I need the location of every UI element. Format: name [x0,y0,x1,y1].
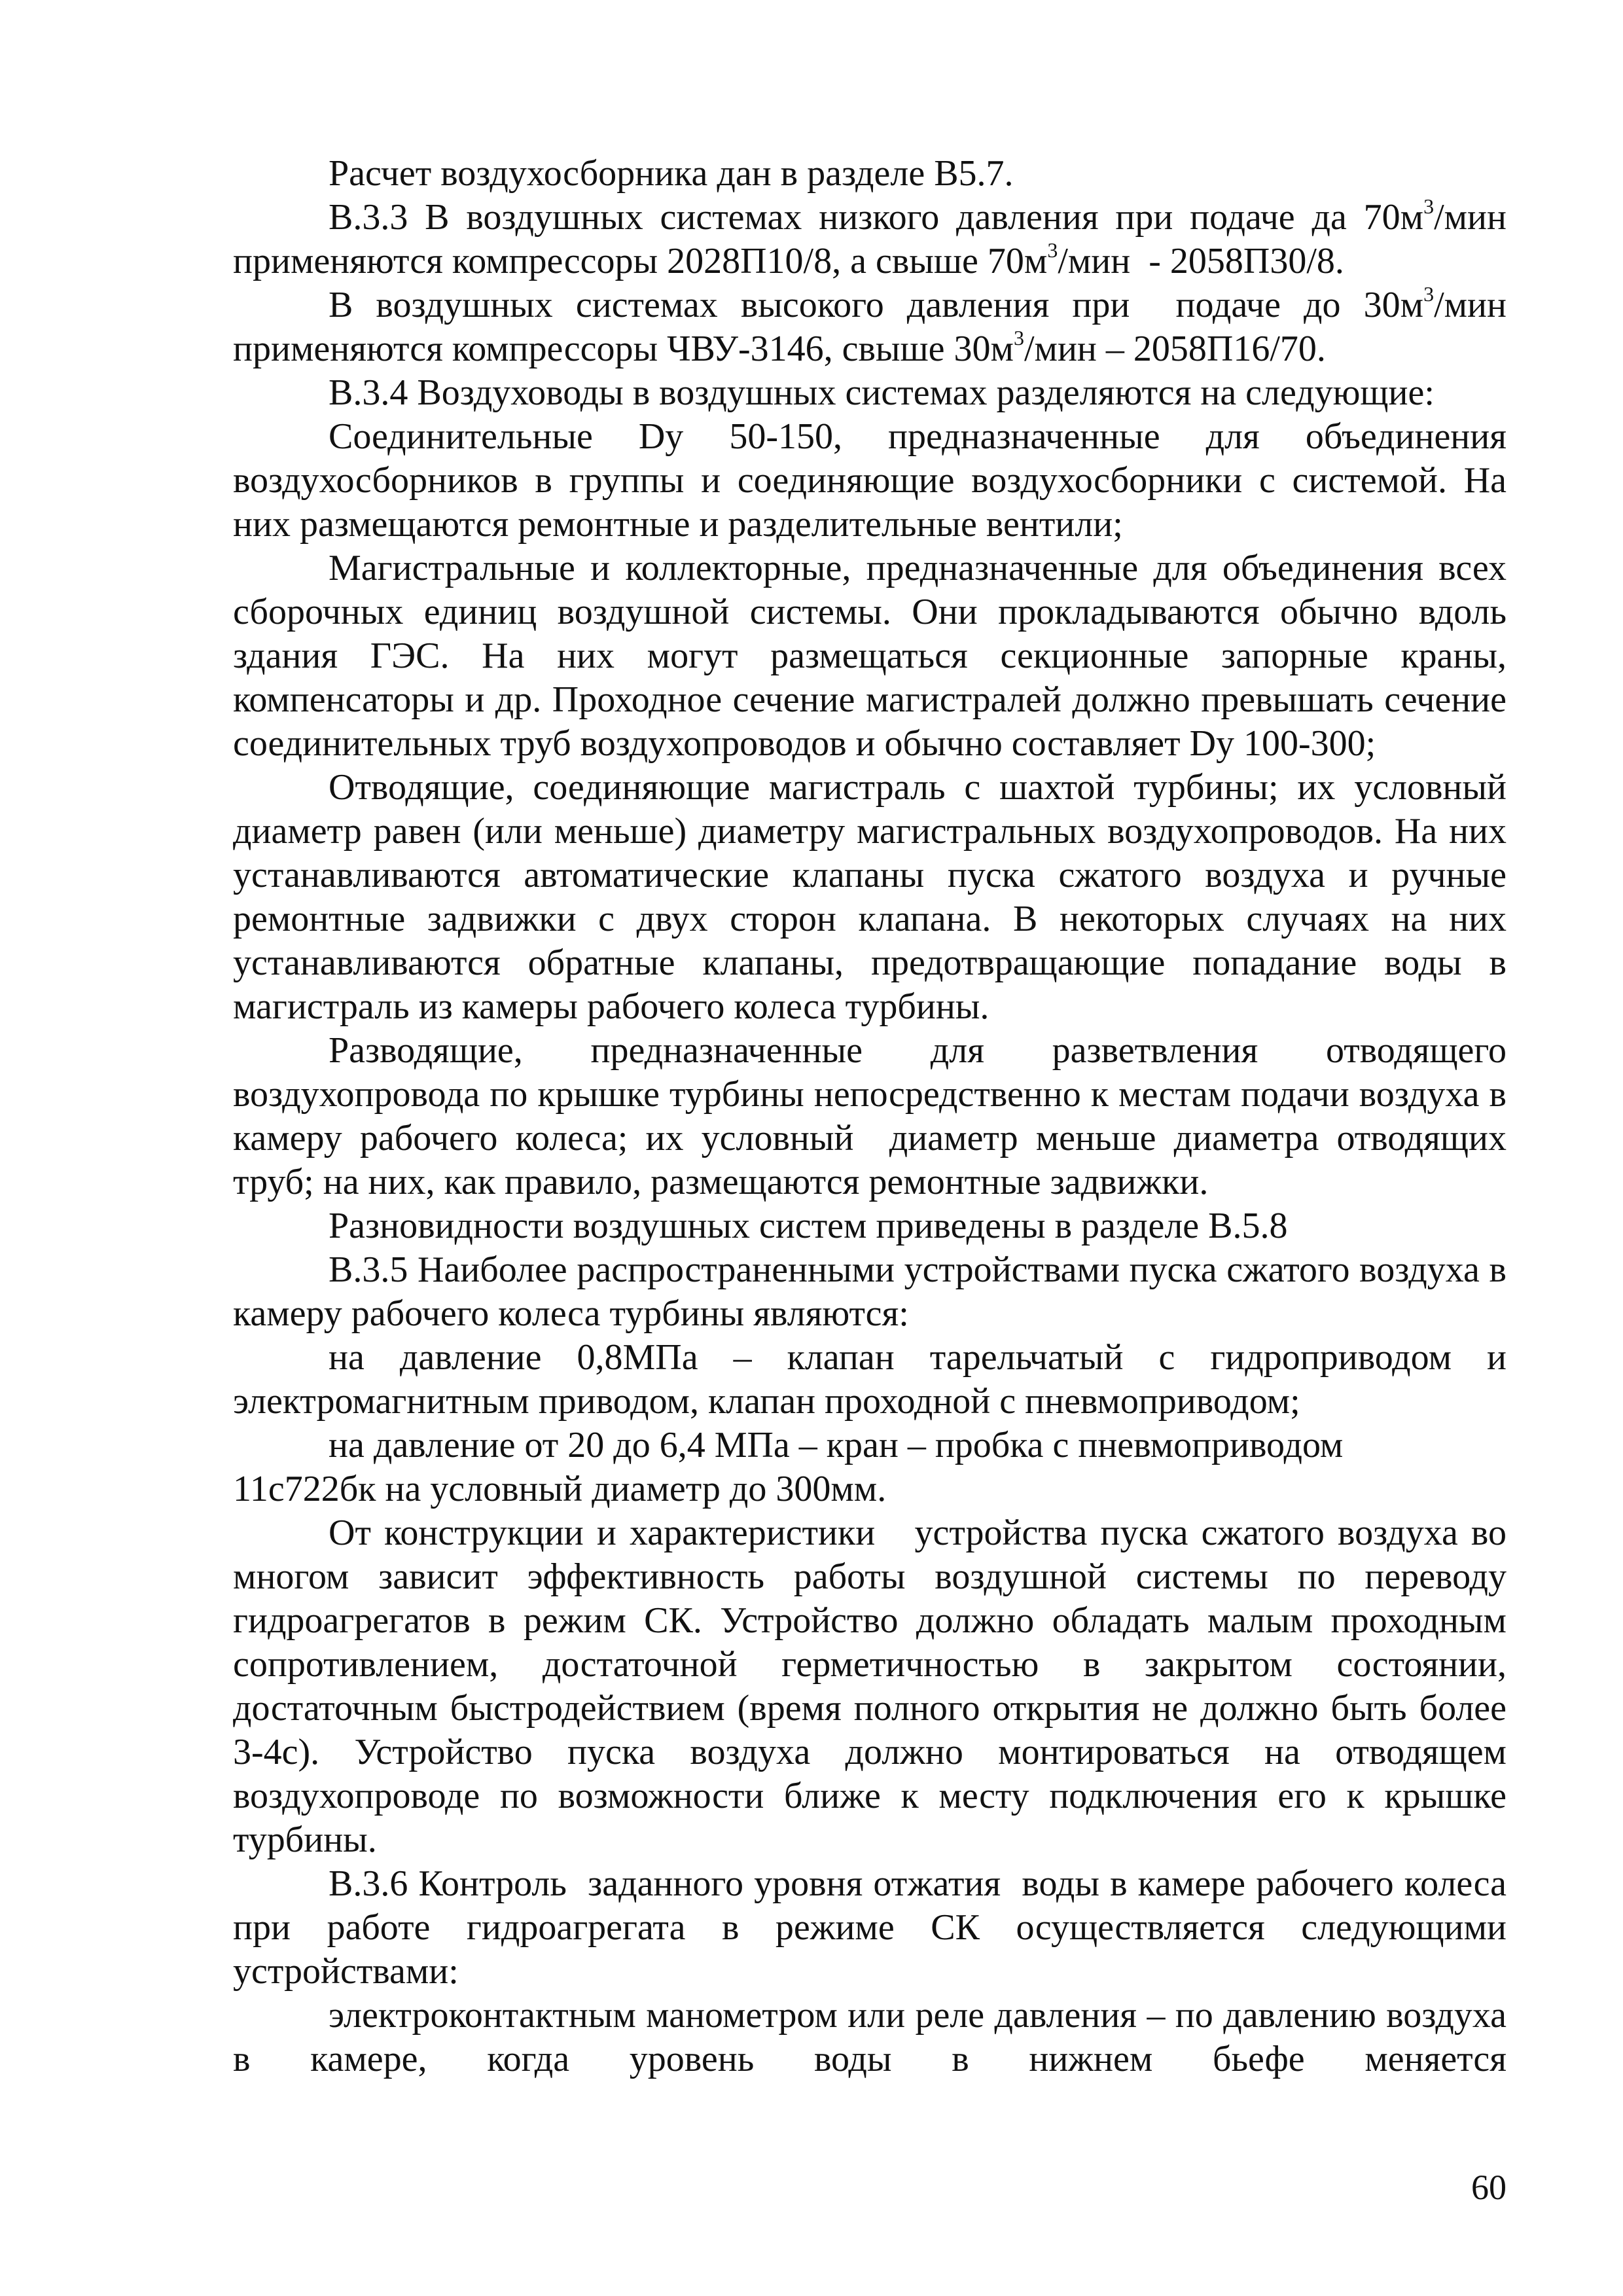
paragraph: Разновидности воздушных систем приведены в разделе В.5.8 [329,1206,1288,1246]
paragraph: В.3.6 Контроль заданного уровня отжатия воды в камере рабочего колеса при работе гидроагрегата в режиме СК осуществляется следующими устройствами: [233,1863,1507,1992]
paragraph: В.3.4 Воздуховоды в воздушных системах разделяются на следующие: [329,372,1435,413]
paragraph: Отводящие, соединяющие магистраль с шахтой турбины; их условный диаметр равен (или меньше) диаметру магистральных воздухопроводов. На них устанавливаются автоматические клапаны пуска сжатого воздуха и ручные ремонтные задвижки с двух сторон клапана. В некоторых случаях на них устанавливаются обратные клапаны, предотвращающие попадание воды в магистраль из камеры рабочего колеса турбины. [233,767,1507,1027]
body-text [233,152,1507,2081]
paragraph: электроконтактным манометром или реле давления – по давлению воздуха в камере, когда уровень воды в нижнем бьефе меняется [233,1995,1507,2079]
paragraph: Разводящие, предназначенные для разветвления отводящего воздухопровода по крышке турбины непосредственно к местам подачи воздуха в камеру рабочего колеса; их условный диаметр меньше диаметра отводящих труб; на них, как правило, размещаются ремонтные задвижки. [233,1030,1507,1202]
paragraph: В.3.5 Наиболее распространенными устройствами пуска сжатого воздуха в камеру рабочего колеса турбины являются: [233,1249,1507,1334]
paragraph: Расчет воздухосборника дан в разделе В5.7. [329,153,1014,194]
paragraph: От конструкции и характеристики устройства пуска сжатого воздуха во многом зависит эффективность работы воздушной системы по переводу гидроагрегатов в режим СК. Устройство должно обладать малым проходным сопротивлением, достаточной герметичностью в закрытом состоянии, достаточным быстродействием (время полного открытия не должно быть более 3-4с). Устройство пуска воздуха должно монтироваться на отводящем воздухопроводе по возможности ближе к месту подключения его к крышке турбины. [233,1513,1507,1860]
page-number: 60 [1471,2168,1507,2207]
paragraph: Магистральные и коллекторные, предназначенные для объединения всех сборочных единиц воздушной системы. Они прокладываются обычно вдоль здания ГЭС. На них могут размещаться секционные запорные краны, компенсаторы и др. Проходное сечение магистралей должно превышать сечение соединительных труб воздухопроводов и обычно составляет Dy 100-300; [233,548,1507,764]
paragraph: на давление от 20 до 6,4 МПа – кран – пробка с пневмоприводом 11с722бк на условный диаметр до 300мм. [233,1425,1344,1509]
paragraph: В.3.3 В воздушных системах низкого давления при подаче да $70м^3$/мин применяются компрессоры 2028П10/8, а свыше $70м^3$/мин - 2058П30/8. [233,194,1507,281]
paragraph: Соединительные Dy 50-150, предназначенные для объединения воздухосборников в группы и соединяющие воздухосборники с системой. На них размещаются ремонтные и разделительные вентили; [233,416,1507,545]
paragraph: на давление 0,8МПа – клапан тарельчатый с гидроприводом и электромагнитным приводом, клапан проходной с пневмоприводом; [233,1337,1507,1422]
paragraph: В воздушных системах высокого давления при подаче до $30м^3$/мин применяются компрессоры ЧВУ-3146, свыше $30м^3$/мин – 2058П16/70. [233,282,1507,369]
